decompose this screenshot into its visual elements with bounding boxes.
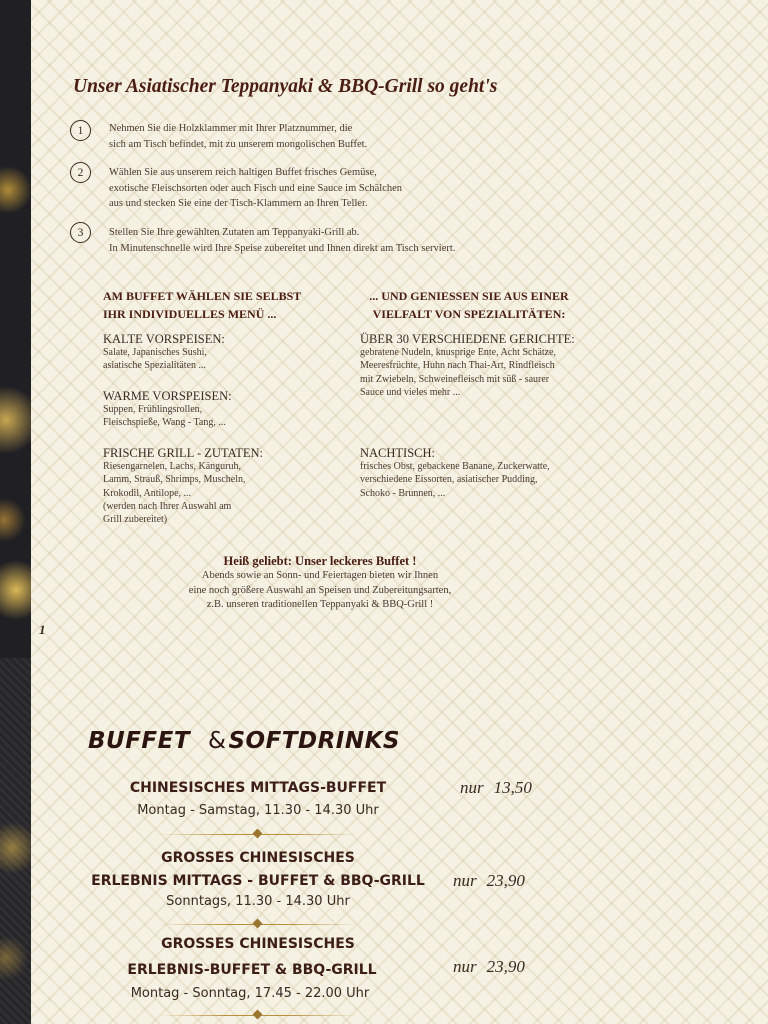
desc-line: asiatische Spezialitäten ...: [103, 360, 207, 372]
desc-line: Suppen, Frühlingsrollen,: [103, 404, 203, 415]
buffet-item-title: ERLEBNIS-BUFFET & BBQ-GRILL: [127, 962, 377, 978]
heading-line: AM BUFFET WÄHLEN SIE SELBST: [103, 289, 302, 303]
step-2-text: [109, 165, 402, 212]
desc-line: Schoko - Brunnen, ...: [360, 487, 446, 499]
decorative-dark-strip: [0, 658, 31, 1024]
buffet-item-title: GROSSES CHINESISCHES: [161, 850, 355, 866]
price-prefix: nur: [453, 871, 477, 890]
desc-line: mit Zwiebeln, Schweinefleisch mit süß - saurer: [360, 373, 550, 385]
promo-line: Abends sowie an Sonn- und Feiertagen bieten wir Ihnen: [201, 570, 439, 581]
price-prefix: nur: [453, 957, 477, 976]
page-title: Unser Asiatischer Teppanyaki & BBQ-Grill so geht's: [73, 76, 498, 97]
diamond-divider-icon: [158, 920, 358, 928]
desc-line: Fleischspieße, Wang - Tang, ...: [103, 417, 226, 429]
price-amount: 13,50: [493, 778, 532, 797]
step-3-number: 3: [70, 222, 91, 243]
buffet-promo: [172, 553, 468, 613]
section-title-warme-vorspeisen: WARME VORSPEISEN:: [103, 389, 232, 403]
step-2-line: exotische Fleischsorten oder auch Fisch und eine Sauce im Schälchen: [109, 182, 403, 194]
section-desc-frische-grill: [103, 460, 246, 526]
buffet-item-price: [453, 871, 525, 891]
step-3-text: [109, 225, 455, 256]
desc-line: Meeresfrüchte, Huhn nach Thai-Art, Rindfleisch: [360, 360, 555, 372]
buffet-section-heading: [88, 728, 400, 754]
buffet-item-title: ERLEBNIS MITTAGS - BUFFET & BBQ-GRILL: [91, 873, 425, 889]
price-prefix: nur: [460, 778, 484, 797]
step-2-line: aus und stecken Sie eine der Tisch-Klammern an Ihren Teller.: [109, 198, 368, 209]
heading-line: IHR INDIVIDUELLES MENÜ ...: [103, 307, 277, 321]
decorative-bokeh-strip: [0, 0, 31, 658]
section-title-gerichte: ÜBER 30 VERSCHIEDENE GERICHTE:: [360, 332, 575, 346]
heading-word: BUFFET: [88, 728, 191, 754]
heading-line: VIELFALT VON SPEZIALITÄTEN:: [372, 307, 566, 321]
desc-line: verschiedene Eissorten, asiatischer Pudding,: [360, 474, 538, 486]
desc-line: Salate, Japanisches Sushi,: [103, 347, 207, 358]
desc-line: Krokodil, Antilope, ...: [103, 487, 192, 499]
diamond-divider-icon: [158, 1011, 358, 1019]
step-2-line: Wählen Sie aus unserem reich haltigen Buffet frisches Gemüse,: [109, 167, 377, 178]
buffet-item-title: CHINESISCHES MITTAGS-BUFFET: [129, 780, 387, 796]
price-amount: 23,90: [486, 871, 525, 890]
desc-line: Lamm, Strauß, Shrimps, Muscheln,: [103, 474, 246, 486]
promo-line: eine noch größere Auswahl an Speisen und Zubereitungsarten,: [188, 584, 452, 596]
section-desc-warme-vorspeisen: [103, 403, 226, 430]
buffet-item-title: GROSSES CHINESISCHES: [161, 936, 355, 952]
desc-line: Riesengarnelen, Lachs, Känguruh,: [103, 461, 242, 472]
left-column-heading: [103, 287, 301, 323]
heading-line: ... UND GENIESSEN SIE AUS EINER: [369, 289, 569, 303]
section-title-nachtisch: NACHTISCH:: [360, 446, 436, 460]
buffet-item-hours: Montag - Samstag, 11.30 - 14.30 Uhr: [137, 803, 379, 818]
heading-word: SOFTDRINKS: [228, 728, 400, 754]
buffet-item-hours: Montag - Sonntag, 17.45 - 22.00 Uhr: [130, 986, 370, 1001]
step-1-text: [109, 121, 367, 152]
page-number: 1: [39, 622, 46, 637]
diamond-divider-icon: [158, 830, 358, 838]
desc-line: frisches Obst, gebackene Banane, Zuckerwatte,: [360, 461, 550, 472]
step-1-line: sich am Tisch befindet, mit zu unserem mongolischen Buffet.: [109, 138, 368, 150]
promo-line: z.B. unseren traditionellen Teppanyaki & BBQ-Grill !: [206, 599, 434, 610]
price-amount: 23,90: [486, 957, 525, 976]
step-1-line: Nehmen Sie die Holzklammer mit Ihrer Platznummer, die: [109, 123, 353, 134]
desc-line: Sauce und vieles mehr ...: [360, 386, 461, 398]
step-1-number: 1: [70, 120, 91, 141]
section-desc-nachtisch: [360, 460, 550, 500]
desc-line: Grill zubereitet): [103, 514, 168, 526]
heading-ampersand: &: [208, 728, 227, 754]
buffet-item-hours: Sonntags, 11.30 - 14.30 Uhr: [166, 894, 350, 909]
buffet-item-price: [460, 778, 532, 798]
section-desc-kalte-vorspeisen: [103, 346, 207, 373]
step-2-number: 2: [70, 162, 91, 183]
step-3-line: Stellen Sie Ihre gewählten Zutaten am Teppanyaki-Grill ab.: [109, 227, 360, 238]
promo-title: Heiß geliebt: Unser leckeres Buffet !: [223, 554, 417, 568]
section-title-frische-grill: FRISCHE GRILL - ZUTATEN:: [103, 446, 263, 460]
right-column-heading: [359, 287, 579, 323]
section-title-kalte-vorspeisen: KALTE VORSPEISEN:: [103, 332, 225, 346]
desc-line: gebratene Nudeln, knusprige Ente, Acht Schätze,: [360, 347, 557, 358]
desc-line: (werden nach Ihrer Auswahl am: [103, 500, 232, 512]
section-desc-gerichte: [360, 346, 556, 399]
buffet-item-price: [453, 957, 525, 977]
step-3-line: In Minutenschnelle wird Ihre Speise zubereitet und Ihnen direkt am Tisch serviert.: [109, 242, 456, 254]
